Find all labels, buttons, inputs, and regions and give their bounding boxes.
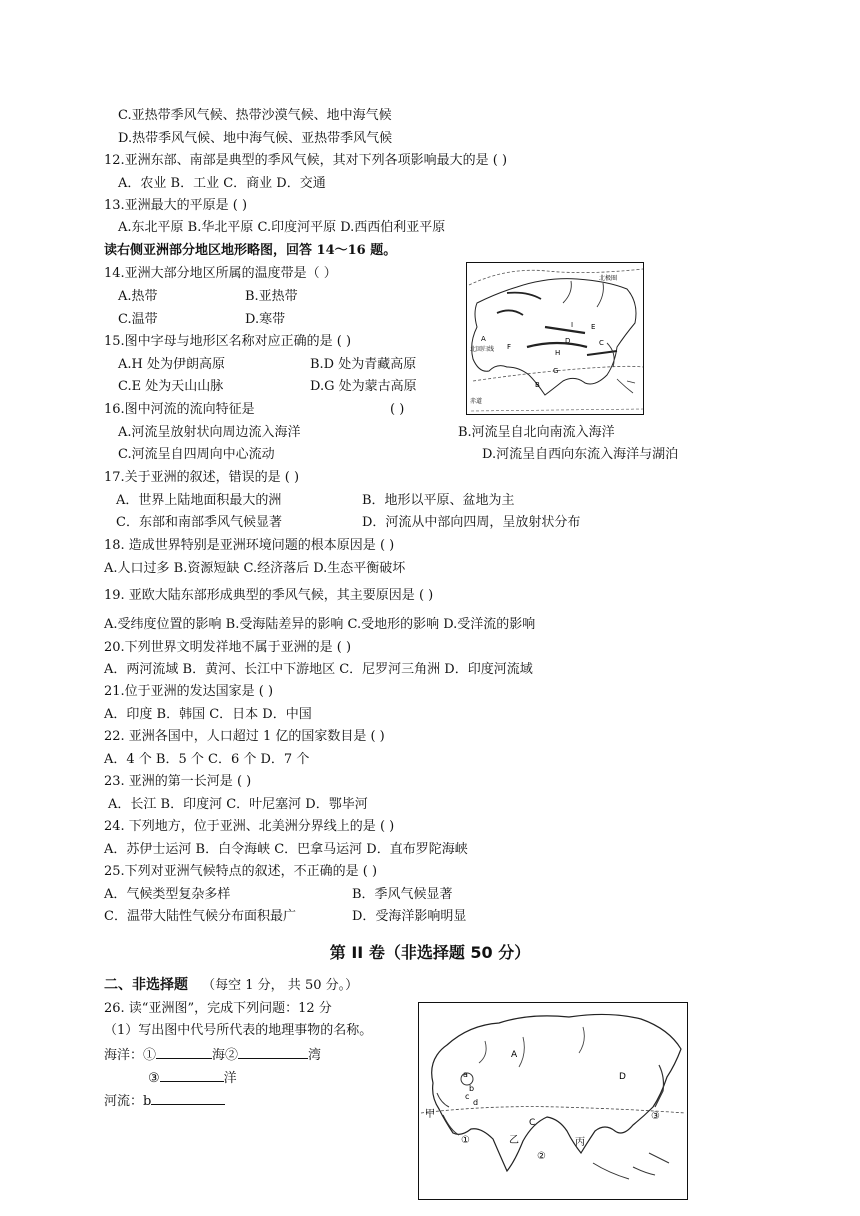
map2-label-a-upper: A	[511, 1050, 518, 1060]
map1-arctic-circle-label: 北极圈	[599, 275, 618, 282]
q15-stem: 15.图中字母与地形区名称对应正确的是 ( )	[104, 334, 352, 349]
q24-options: A．苏伊士运河 B．白令海峡 C．巴拿马运河 D．直布罗陀海峡	[104, 842, 468, 857]
river-answer-line	[104, 1091, 225, 1111]
section2-heading	[104, 976, 358, 995]
q17-option-b: B．地形以平原、盆地为主	[362, 493, 515, 508]
map2-label-bing: 丙	[575, 1137, 585, 1148]
q17-stem: 17.关于亚洲的叙述，错误的是 ( )	[104, 470, 300, 485]
bay-label: 湾	[308, 1048, 322, 1063]
q14-option-d: D.寒带	[245, 312, 286, 327]
ocean-label: 海洋：①	[104, 1048, 157, 1063]
q25-option-c: C．温带大陆性气候分布面积最广	[104, 909, 296, 924]
q25-option-d: D．受海洋影响明显	[352, 909, 467, 924]
q26-part1: （1）写出图中代号所代表的地理事物的名称。	[104, 1023, 373, 1038]
q11-option-d: D.热带季风气候、地中海气候、亚热带季风气候	[118, 131, 393, 146]
q18-options: A.人口过多 B.资源短缺 C.经济落后 D.生态平衡破坏	[104, 561, 406, 576]
q14-stem: 14.亚洲大部分地区所属的温度带是（ ）	[104, 266, 337, 281]
q14-option-a: A.热带	[118, 289, 158, 304]
map1-label-f: F	[507, 343, 512, 351]
answer-blank-4[interactable]	[151, 1091, 225, 1105]
q16-option-a: A.河流呈放射状向周边流入海洋	[118, 425, 301, 440]
map1-label-g: G	[553, 367, 559, 375]
asia-terrain-map	[466, 262, 644, 415]
q20-options: A．两河流域 B．黄河、长江中下游地区 C．尼罗河三角洲 D．印度河流域	[104, 662, 533, 677]
map2-marker-1: ①	[461, 1135, 470, 1146]
map2-marker-2: ②	[537, 1151, 546, 1162]
map1-label-i: I	[571, 321, 574, 329]
section2-note: （每空 1 分， 共 50 分。）	[202, 978, 359, 993]
q17-option-c: C．东部和南部季风气候显著	[116, 515, 282, 530]
yang-label: 洋	[223, 1071, 237, 1086]
q16-stem: 16.图中河流的流向特征是	[104, 402, 255, 417]
asia-map	[418, 1002, 688, 1200]
q19-stem: 19. 亚欧大陆东部形成典型的季风气候，其主要原因是 ( )	[104, 588, 434, 603]
section2-title: 二、非选择题	[104, 977, 188, 993]
map2-label-yi: 乙	[509, 1135, 519, 1146]
ocean-answer-line	[104, 1045, 321, 1065]
answer-blank-1[interactable]	[156, 1045, 212, 1059]
q16-option-b: B.河流呈自北向南流入海洋	[458, 425, 615, 440]
ocean3-label: ③	[148, 1071, 160, 1086]
q20-stem: 20.下列世界文明发祥地不属于亚洲的是 ( )	[104, 640, 352, 655]
sea-label: 海②	[212, 1048, 239, 1063]
map2-marker-3: ③	[651, 1111, 660, 1122]
q14-option-c: C.温带	[118, 312, 158, 327]
q11-option-c: C.亚热带季风气候、热带沙漠气候、地中海气候	[118, 108, 392, 123]
q15-option-c: C.E 处为天山山脉	[118, 379, 224, 394]
map2-label-b: b	[469, 1084, 475, 1093]
map2-label-jia: 甲	[425, 1109, 435, 1120]
q22-stem: 22. 亚洲各国中，人口超过 1 亿的国家数目是 ( )	[104, 729, 385, 744]
q12-options: A．农业 B．工业 C．商业 D．交通	[118, 176, 326, 191]
q16-paren: ( )	[390, 402, 405, 417]
map-intro: 读右侧亚洲部分地区地形略图，回答 14～16 题。	[104, 243, 397, 258]
q13-stem: 13.亚洲最大的平原是 ( )	[104, 198, 248, 213]
q23-stem: 23. 亚洲的第一长河是 ( )	[104, 774, 252, 789]
q22-options: A．4 个 B．5 个 C．6 个 D．7 个	[104, 752, 310, 767]
ocean3-answer-line	[148, 1068, 237, 1088]
map1-label-c: C	[599, 339, 604, 347]
map1-label-e: E	[591, 323, 596, 331]
q18-stem: 18. 造成世界特别是亚洲环境问题的根本原因是 ( )	[104, 538, 395, 553]
map2-label-c-upper: C	[529, 1118, 536, 1128]
q13-options: A.东北平原 B.华北平原 C.印度河平原 D.西西伯利亚平原	[118, 220, 446, 235]
q21-stem: 21.位于亚洲的发达国家是 ( )	[104, 684, 274, 699]
q16-option-c: C.河流呈自四周向中心流动	[118, 447, 275, 462]
river-label: 河流：b	[104, 1094, 152, 1109]
map1-label-a: A	[481, 335, 486, 343]
map1-label-b: B	[535, 381, 540, 389]
q17-option-a: A．世界上陆地面积最大的洲	[116, 493, 282, 508]
q17-option-d: D．河流从中部向四周，呈放射状分布	[362, 515, 581, 530]
part2-title: 第 II 卷（非选择题 50 分）	[329, 943, 531, 962]
map1-tropic-label: 北回归线	[470, 346, 495, 353]
map1-label-d: D	[565, 337, 571, 345]
map2-label-d: d	[473, 1098, 479, 1107]
q15-option-d: D.G 处为蒙古高原	[310, 379, 417, 394]
q23-options: A．长江 B．印度河 C．叶尼塞河 D．鄂毕河	[108, 797, 368, 812]
q21-options: A．印度 B．韩国 C．日本 D．中国	[104, 707, 312, 722]
answer-blank-2[interactable]	[238, 1045, 308, 1059]
q25-stem: 25.下列对亚洲气候特点的叙述，不正确的是 ( )	[104, 864, 378, 879]
q24-stem: 24. 下列地方，位于亚洲、北美洲分界线上的是 ( )	[104, 819, 395, 834]
map2-label-a: a	[463, 1070, 468, 1079]
q19-options: A.受纬度位置的影响 B.受海陆差异的影响 C.受地形的影响 D.受洋流的影响	[104, 617, 536, 632]
map2-label-c: c	[465, 1092, 470, 1101]
q12-stem: 12.亚洲东部、南部是典型的季风气候，其对下列各项影响最大的是 ( )	[104, 153, 508, 168]
q14-option-b: B.亚热带	[245, 289, 298, 304]
map1-equator-label: 赤道	[470, 398, 483, 405]
q15-option-a: A.H 处为伊朗高原	[118, 357, 225, 372]
q16-option-d: D.河流呈自西向东流入海洋与湖泊	[482, 447, 679, 462]
q26-stem: 26. 读“亚洲图”，完成下列问题：12 分	[104, 1001, 332, 1016]
map2-label-d-upper: D	[619, 1072, 626, 1082]
q25-option-a: A．气候类型复杂多样	[104, 887, 231, 902]
q25-option-b: B．季风气候显著	[352, 887, 453, 902]
map1-label-h: H	[555, 349, 561, 357]
answer-blank-3[interactable]	[160, 1068, 224, 1082]
q15-option-b: B.D 处为青藏高原	[310, 357, 417, 372]
